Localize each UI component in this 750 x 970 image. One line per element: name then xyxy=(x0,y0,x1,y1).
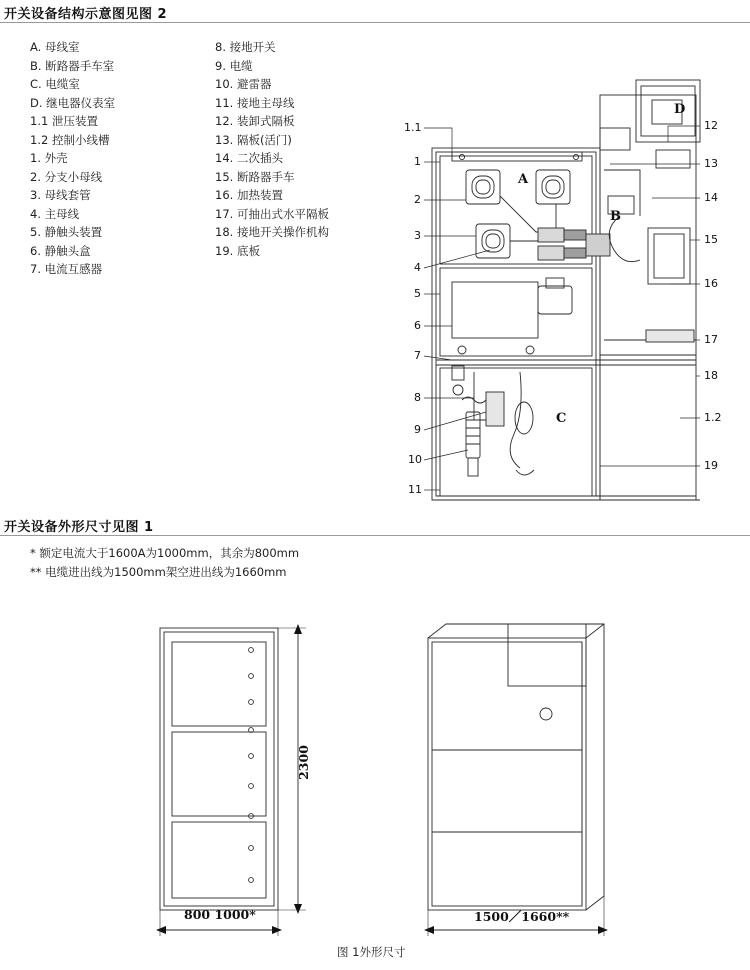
callout-15: 15 xyxy=(704,233,718,246)
callout-16: 16 xyxy=(704,277,718,290)
compartment-label-a: A xyxy=(518,172,529,187)
callout-6: 6 xyxy=(414,319,421,332)
note-cable-entry: ** 电缆进出线为1500mm架空进出线为1660mm xyxy=(30,565,287,579)
callout-10: 10 xyxy=(408,453,422,466)
legend-item: C. 电缆室 xyxy=(30,77,80,91)
legend-item: 11. 接地主母线 xyxy=(215,95,295,110)
compartment-label-b: B xyxy=(610,209,621,224)
legend-item: 5. 静触头装置 xyxy=(30,225,103,239)
legend-item: 18. 接地开关操作机构 xyxy=(215,225,329,239)
legend-item: B. 断路器手车室 xyxy=(30,58,115,73)
legend-item: 8. 接地开关 xyxy=(215,40,276,54)
callout-19: 19 xyxy=(704,459,718,472)
legend-item: 1.1 泄压装置 xyxy=(30,114,98,128)
legend-item: 15. 断路器手车 xyxy=(215,169,295,184)
callout-1-2: 1.2 xyxy=(704,411,722,424)
callout-14: 14 xyxy=(704,191,718,204)
callout-13: 13 xyxy=(704,157,718,170)
figure1-outline-dimensions xyxy=(0,600,750,950)
legend-item: 19. 底板 xyxy=(215,243,260,258)
legend-item: 3. 母线套管 xyxy=(30,188,91,202)
callout-5: 5 xyxy=(414,287,421,300)
legend-item: 16. 加热装置 xyxy=(215,188,283,202)
figure1-section-title: 开关设备外形尺寸见图 1 xyxy=(4,520,154,535)
legend-item: 14. 二次插头 xyxy=(215,151,283,165)
compartment-label-d: D xyxy=(674,102,686,117)
legend-item: A. 母线室 xyxy=(30,40,80,54)
legend-item: 13. 隔板(活门) xyxy=(215,132,292,147)
legend-item: 6. 静触头盒 xyxy=(30,243,91,258)
note-rated-current: * 额定电流大于1600A为1000mm，其余为800mm xyxy=(30,546,300,560)
legend-item: 7. 电流互感器 xyxy=(30,262,103,276)
callout-18: 18 xyxy=(704,369,718,382)
callout-7: 7 xyxy=(414,349,421,362)
callout-8: 8 xyxy=(414,391,421,404)
legend-item: 17. 可抽出式水平隔板 xyxy=(215,206,329,221)
legend-item: 9. 电缆 xyxy=(215,58,253,73)
dimension-width: 800 1000* xyxy=(184,907,256,922)
callout-1-1: 1.1 xyxy=(404,121,422,134)
figure2-section-title: 开关设备结构示意图见图 2 xyxy=(4,7,168,22)
callout-4: 4 xyxy=(414,261,421,274)
callout-11: 11 xyxy=(408,483,422,496)
dimension-height: 2300 xyxy=(295,745,311,780)
legend-item: 1. 外壳 xyxy=(30,151,68,165)
callout-9: 9 xyxy=(414,423,421,436)
legend-item: 1.2 控制小线槽 xyxy=(30,132,110,147)
title-divider-2 xyxy=(0,535,750,536)
legend-item: 12. 装卸式隔板 xyxy=(215,114,295,128)
callout-12: 12 xyxy=(704,119,718,132)
callout-3: 3 xyxy=(414,229,421,242)
legend-item: D. 继电器仪表室 xyxy=(30,95,116,110)
legend-item: 10. 避雷器 xyxy=(215,77,272,91)
callout-17: 17 xyxy=(704,333,718,346)
legend-item: 2. 分支小母线 xyxy=(30,169,103,184)
callout-1: 1 xyxy=(414,155,421,168)
callout-2: 2 xyxy=(414,193,421,206)
legend-item: 4. 主母线 xyxy=(30,206,80,221)
figure1-caption: 图 1外形尺寸 xyxy=(337,945,406,959)
compartment-label-c: C xyxy=(556,411,567,426)
dimension-depth: 1500／1660** xyxy=(474,909,570,924)
